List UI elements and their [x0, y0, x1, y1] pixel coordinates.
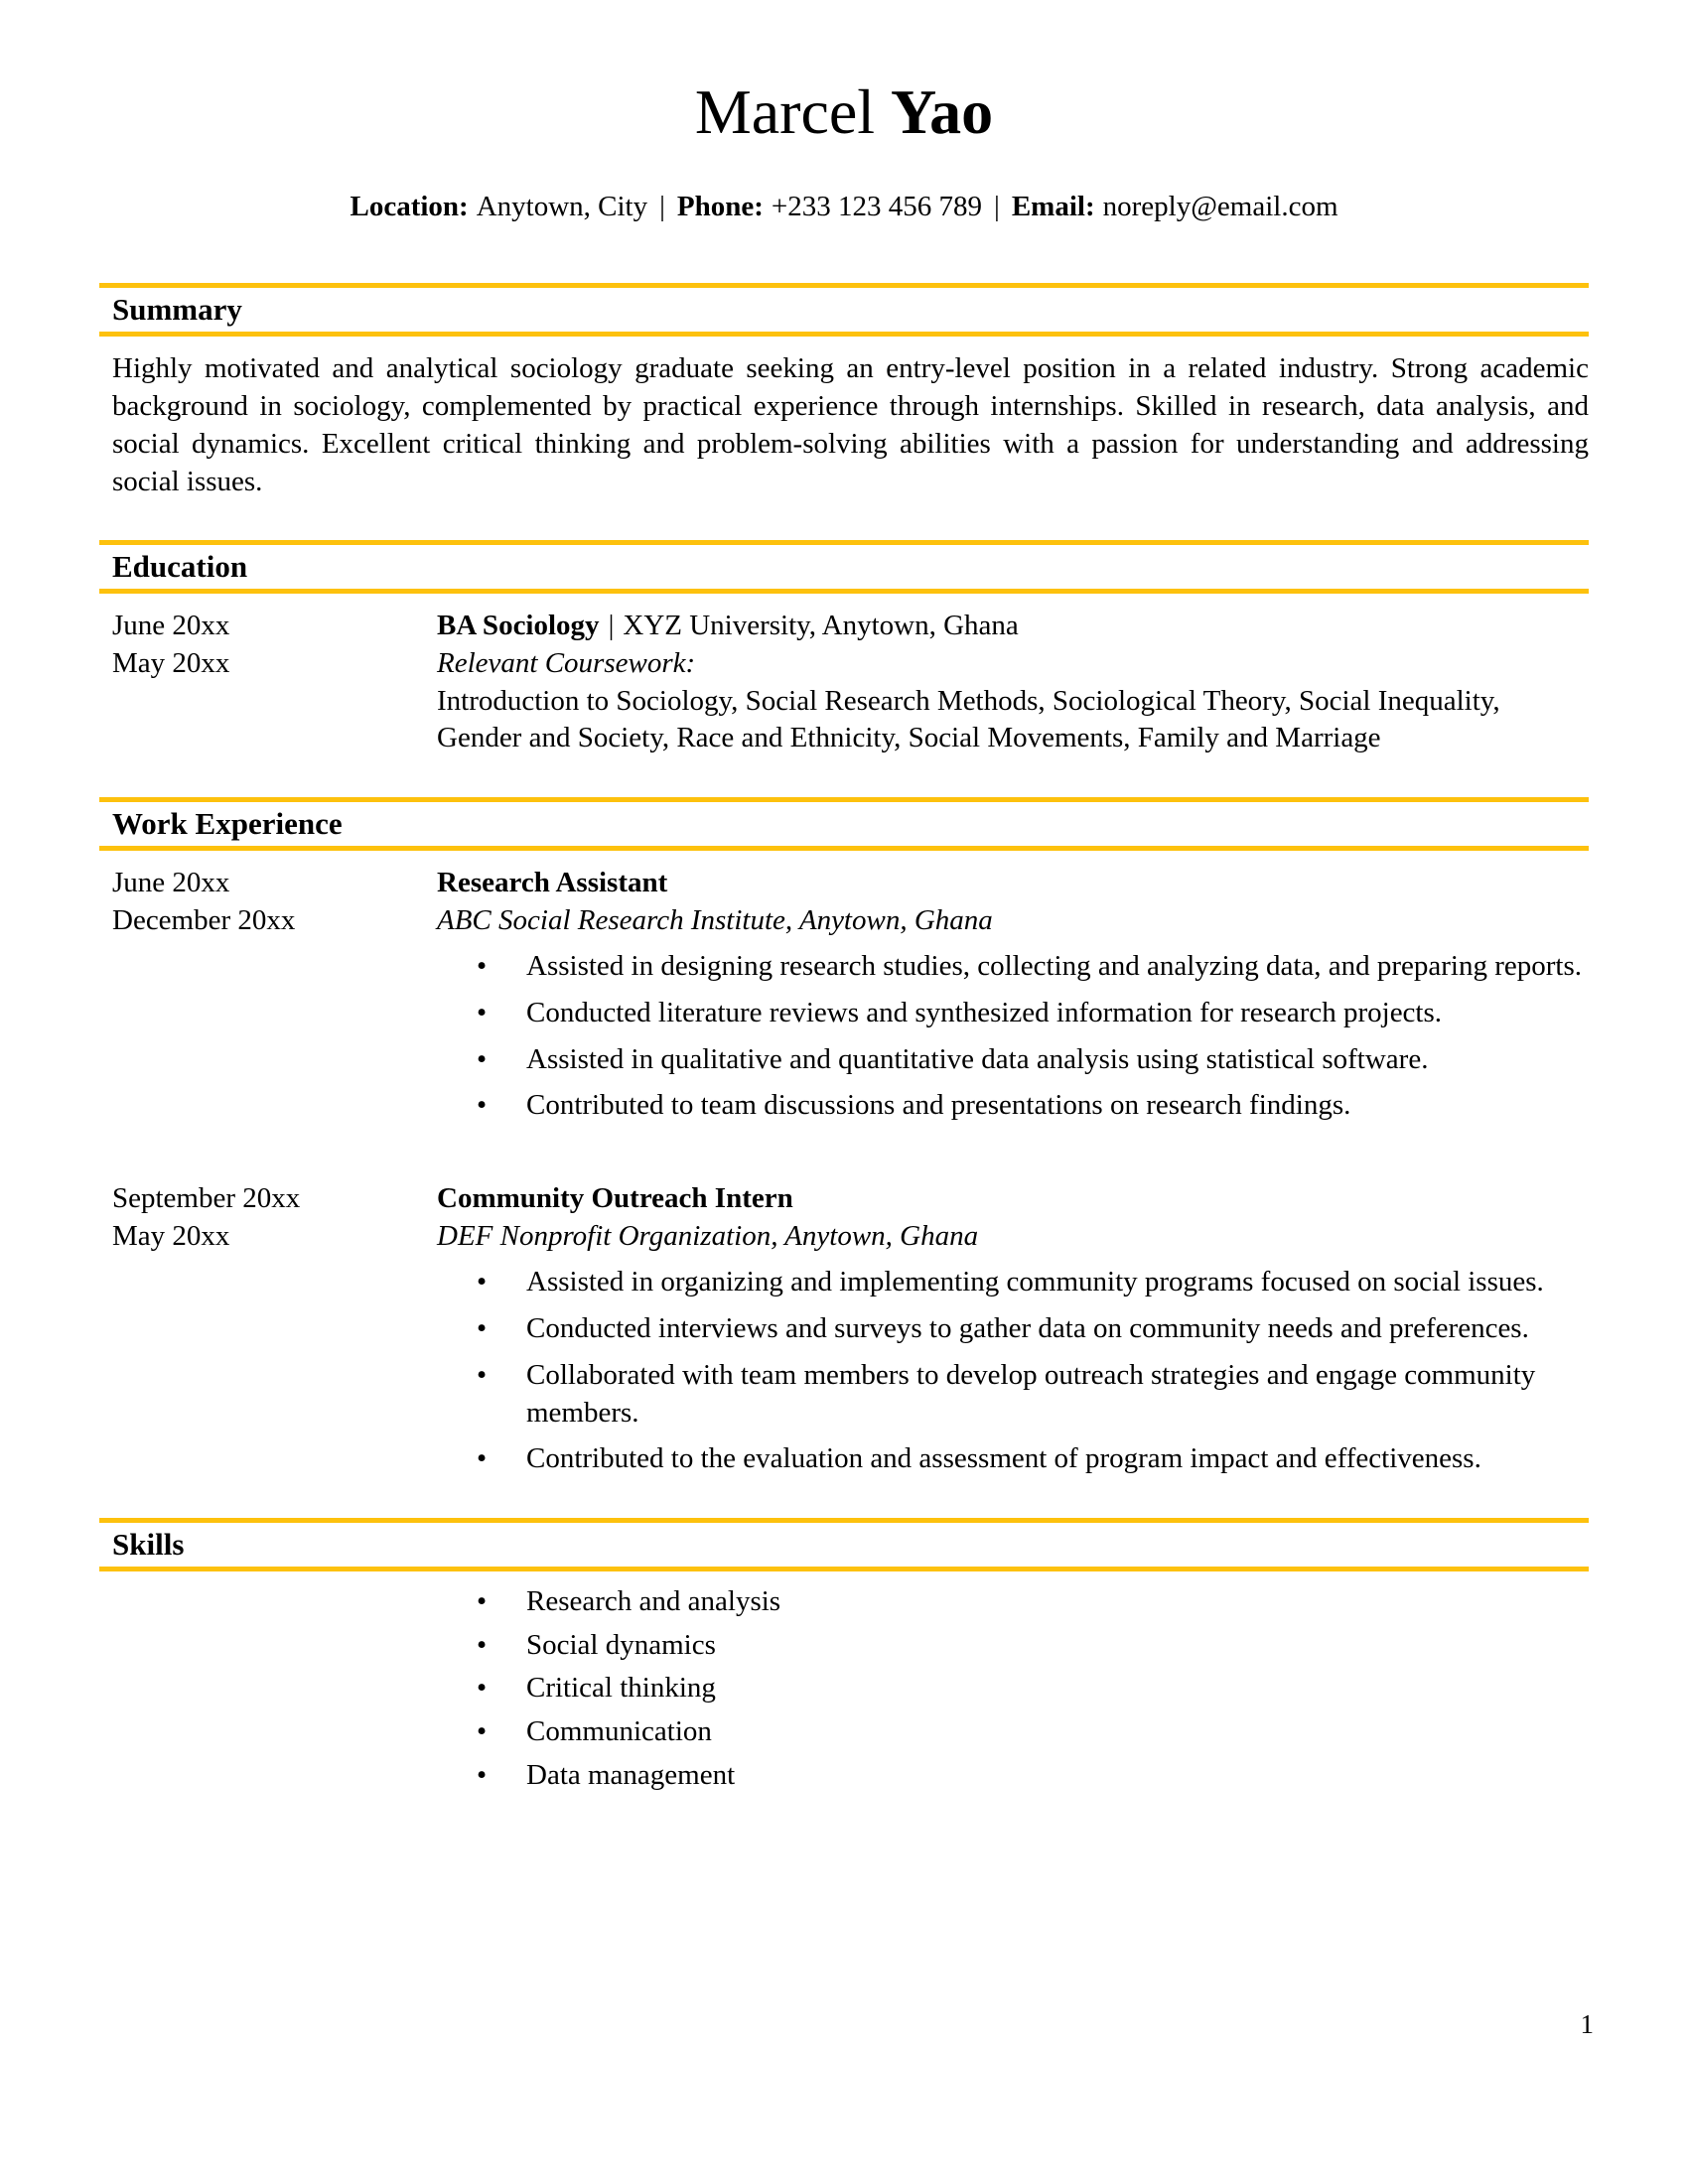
summary-heading: Summary [99, 283, 1589, 337]
skill-item: • Social dynamics [477, 1627, 1589, 1665]
company-name: DEF Nonprofit Organization, Anytown, Ghana [437, 1219, 979, 1252]
section-skills [99, 1518, 1589, 1794]
work-entry-details [437, 1180, 1589, 1478]
job-bullet: • Contributed to the evaluation and assessment of program impact and effectiveness. [477, 1440, 1589, 1478]
work-entry [99, 1180, 1589, 1478]
company-name: ABC Social Research Institute, Anytown, Ghana [437, 903, 993, 936]
location-label: Location: [350, 190, 469, 222]
work-entry-dates [112, 1180, 437, 1478]
job-bullet-list [477, 948, 1589, 1125]
job-bullet: • Collaborated with team members to develop outreach strategies and engage community members. [477, 1357, 1589, 1432]
candidate-last-name: Yao [891, 76, 994, 147]
location-value: Anytown, City [476, 190, 648, 222]
job-title: Community Outreach Intern [437, 1182, 793, 1215]
work-entry-details [437, 865, 1589, 1125]
education-details [437, 608, 1589, 757]
job-bullet: • Assisted in organizing and implementing community programs focused on social issues. [477, 1264, 1589, 1301]
education-degree-line [437, 608, 1589, 645]
work-date-end: December 20xx [112, 903, 296, 936]
candidate-name [99, 74, 1589, 151]
education-date-start: June 20xx [112, 610, 230, 642]
education-degree: BA Sociology [437, 610, 600, 642]
job-bullet: • Conducted literature reviews and synthesized information for research projects. [477, 995, 1589, 1032]
work-date-end: May 20xx [112, 1219, 230, 1252]
education-entry [99, 608, 1589, 757]
skill-item: • Data management [477, 1757, 1589, 1795]
email-label: Email: [1011, 190, 1095, 222]
job-bullet: • Assisted in designing research studies, collecting and analyzing data, and preparing reports. [477, 948, 1589, 986]
contact-line [99, 189, 1589, 226]
phone-value: +233 123 456 789 [771, 190, 983, 222]
education-heading: Education [99, 540, 1589, 594]
email-value: noreply@email.com [1102, 190, 1338, 222]
skill-item: • Communication [477, 1713, 1589, 1751]
degree-separator: | [608, 610, 615, 642]
page-number: 1 [1580, 2009, 1594, 2039]
job-bullet: • Contributed to team discussions and presentations on research findings. [477, 1087, 1589, 1125]
work-entry-dates [112, 865, 437, 1125]
skill-item: • Critical thinking [477, 1670, 1589, 1707]
contact-separator: | [659, 190, 665, 222]
education-dates [112, 608, 437, 757]
work-date-start: June 20xx [112, 866, 230, 898]
education-school: XYZ University, Anytown, Ghana [623, 610, 1019, 642]
job-bullet: • Conducted interviews and surveys to gather data on community needs and preferences. [477, 1310, 1589, 1348]
candidate-first-name: Marcel [694, 76, 876, 147]
job-title: Research Assistant [437, 866, 668, 898]
job-bullet: • Assisted in qualitative and quantitative data analysis using statistical software. [477, 1041, 1589, 1079]
skills-heading: Skills [99, 1518, 1589, 1571]
coursework-list: Introduction to Sociology, Social Research Methods, Sociological Theory, Social Inequality, Gender and Society, Race and Ethnicity, Social Movements, Family and Marriage [437, 684, 1500, 754]
skill-item: • Research and analysis [477, 1583, 1589, 1621]
section-work-experience [99, 797, 1589, 1478]
work-experience-heading: Work Experience [99, 797, 1589, 851]
section-summary [99, 283, 1589, 500]
coursework-label: Relevant Coursework: [437, 646, 696, 679]
contact-separator: | [994, 190, 1000, 222]
section-education [99, 540, 1589, 757]
work-date-start: September 20xx [112, 1182, 301, 1215]
education-date-end: May 20xx [112, 646, 230, 679]
skills-list [477, 1583, 1589, 1794]
summary-text: Highly motivated and analytical sociology graduate seeking an entry-level position in a related industry. Strong academic background in sociology, complemented by practical experience through internships. Skilled in research, data analysis, and social dynamics. Excellent critical thinking and problem-solving abilities with a passion for understanding and addressing social issues. [112, 352, 1589, 497]
work-entry [99, 865, 1589, 1125]
phone-label: Phone: [676, 190, 764, 222]
job-bullet-list [477, 1264, 1589, 1477]
